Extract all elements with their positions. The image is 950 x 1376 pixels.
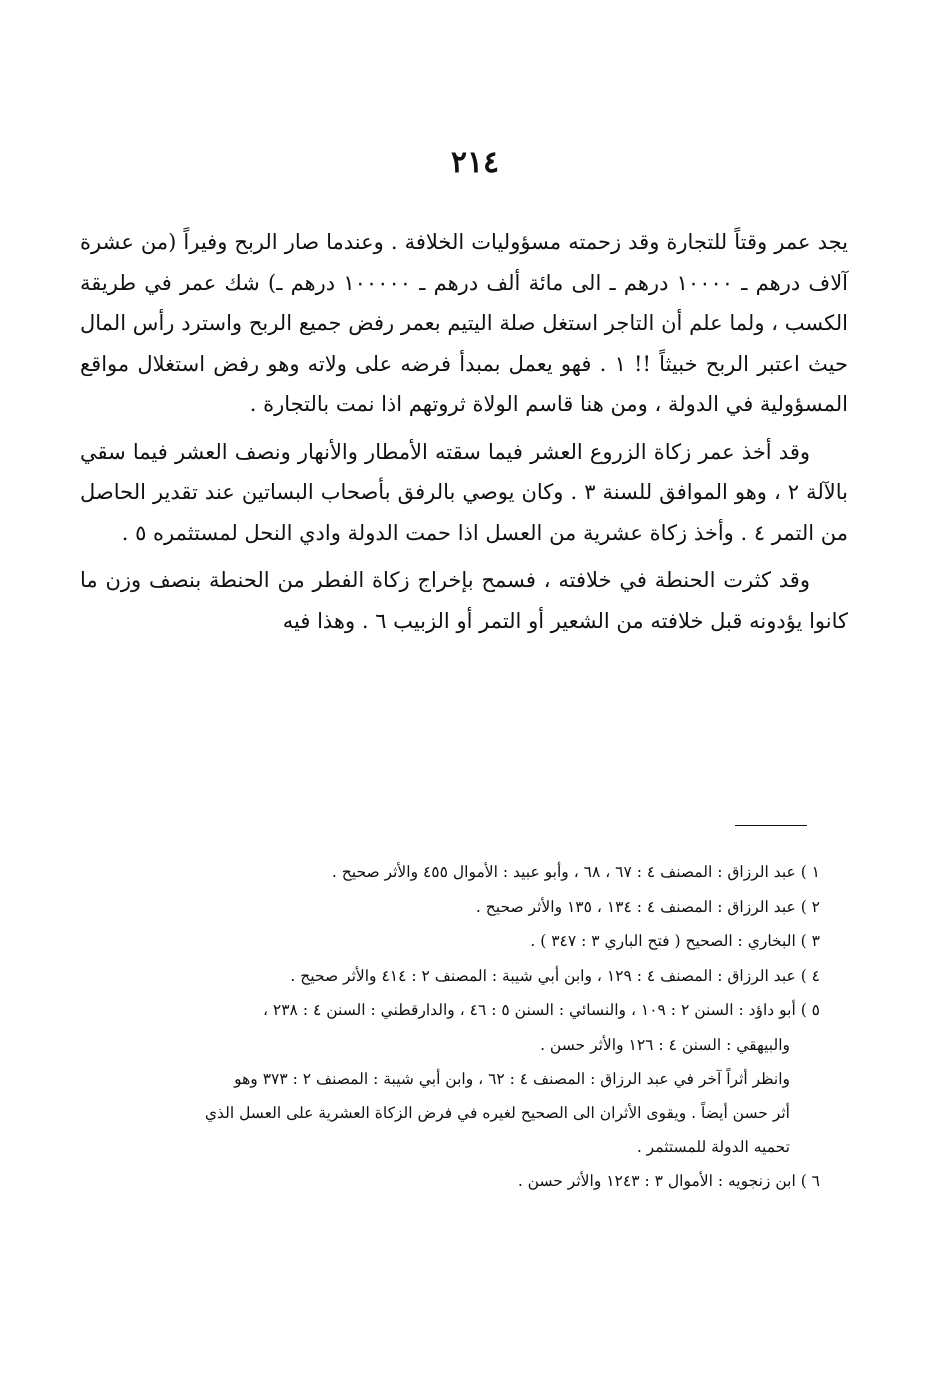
footnote-3: ٣ ) البخاري : الصحيح ( فتح الباري ٣ : ٣٤٧ ) .	[530, 932, 820, 950]
footnote-5: ٥ ) أبو داؤد : السنن ٢ : ١٠٩ ، والنسائي : السنن ٥ : ٤٦ ، والدارقطني : السنن ٤ : ٢٣٨ ،	[262, 1001, 820, 1019]
body-paragraph: وقد كثرت الحنطة في خلافته ، فسمح بإخراج زكاة الفطر من الحنطة بنصف وزن ما كانوا يؤدونه قبل خلافته من الشعير أو التمر أو الزبيب ٦ . وهذا فيه	[80, 568, 848, 633]
footnotes	[120, 855, 820, 1199]
page-number: ٢١٤	[450, 145, 500, 180]
footnote-6: ٦ ) ابن زنجويه : الأموال ٣ : ١٢٤٣ والأثر حسن .	[517, 1172, 820, 1190]
main-text	[80, 222, 848, 648]
footnote-4: ٤ ) عبد الرزاق : المصنف ٤ : ١٢٩ ، وابن أبي شيبة : المصنف ٢ : ٤١٤ والأثر صحيح .	[290, 966, 820, 985]
footnote-5-continuation: والبيهقي : السنن ٤ : ١٢٦ والأثر حسن .	[540, 1035, 790, 1054]
footnote-2: ٢ ) عبد الرزاق : المصنف ٤ : ١٣٤ ، ١٣٥ والأثر صحيح .	[475, 897, 820, 916]
footnote-5-note-line: وانظر أثراً آخر في عبد الرزاق : المصنف ٤ : ٦٢ ، وابن أبي شيبة : المصنف ٢ : ٣٧٣ وهو	[234, 1070, 790, 1088]
body-paragraph: يجد عمر وقتاً للتجارة وقد زحمته مسؤوليات الخلافة . وعندما صار الربح وفيراً (من عشرة آلاف درهم ـ ١٠٠٠٠ درهم ـ الى مائة ألف درهم ـ ١٠٠٠٠٠ درهم ـ) شك عمر في طريقة الكسب ، ولما علم أن التاجر استغل صلة اليتيم بعمر رفض جميع الربح واسترد رأس المال حيث اعتبر الربح خبيثاً !! ١ . فهو يعمل بمبدأ فرضه على ولاته وهو رفض استغلال مواقع المسؤولية في الدولة ، ومن هنا قاسم الولاة ثروتهم اذا نمت بالتجارة .	[80, 230, 848, 416]
footnote-1: ١ ) عبد الرزاق : المصنف ٤ : ٦٧ ، ٦٨ ، وأبو عبيد : الأموال ٤٥٥ والأثر صحيح .	[331, 863, 820, 881]
footnote-5-note-line: تحميه الدولة للمستثمر .	[636, 1138, 790, 1156]
body-paragraph: وقد أخذ عمر زكاة الزروع العشر فيما سقته الأمطار والأنهار ونصف العشر فيما سقي بالآلة ٢ ، وهو الموافق للسنة ٣ . وكان يوصي بالرفق بأصحاب البساتين عند تقدير الحاصل من التمر ٤ . وأخذ زكاة عشرية من العسل اذا حمت الدولة وادي النحل لمستثمره ٥ .	[80, 439, 848, 545]
footnote-5-note	[120, 1062, 820, 1164]
footnote-5-note-line: أثر حسن أيضاً . ويقوى الأثران الى الصحيح لغيره في فرض الزكاة العشرية على العسل الذي	[204, 1104, 790, 1122]
footnote-divider	[735, 825, 807, 826]
